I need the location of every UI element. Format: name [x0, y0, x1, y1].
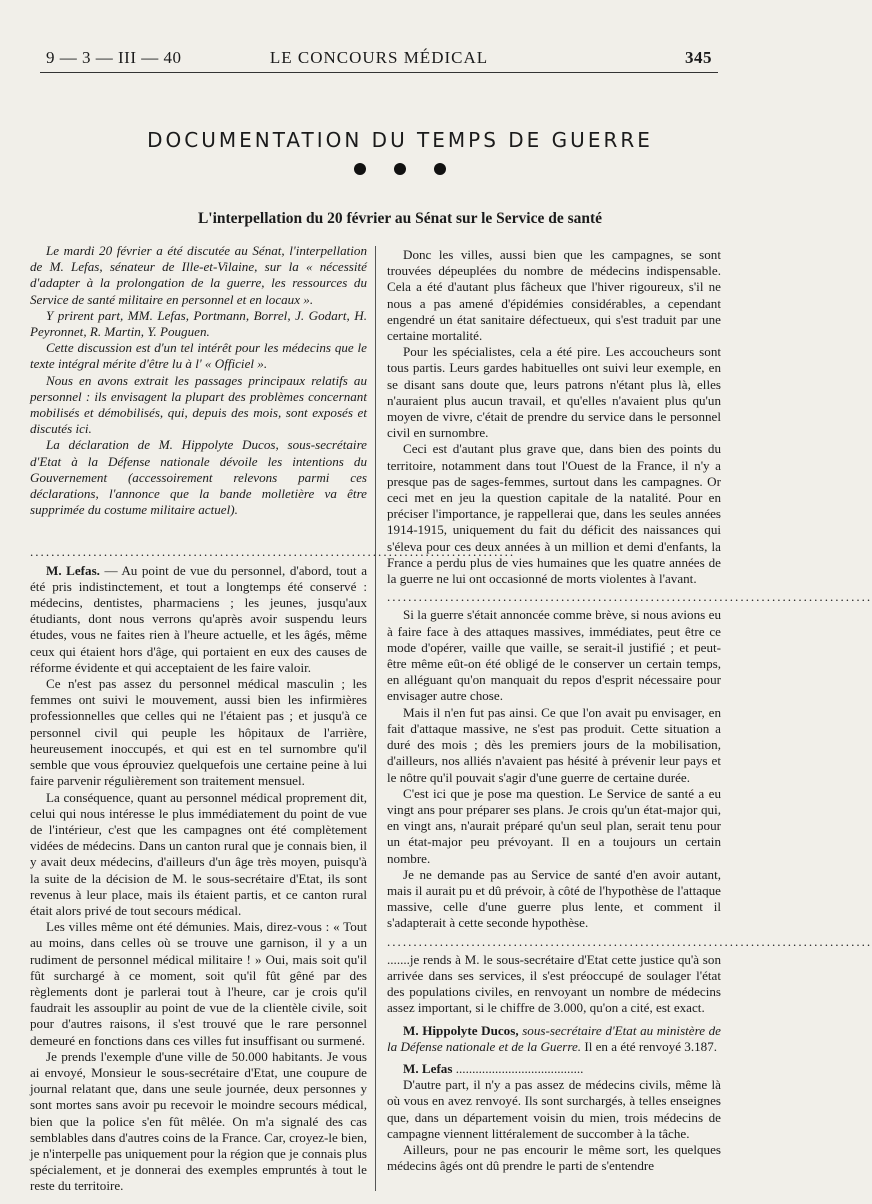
column-divider: [375, 246, 376, 1191]
speaker-name: M. Hippolyte Ducos,: [403, 1022, 519, 1038]
body-paragraph: Pour les spécialistes, cela a été pire. Les accoucheurs sont tous partis. Leurs gardes habituelles ont suivi leur exemple, en se disant sans doute que, leurs patrons n'étant plus là, elles n'auraient plus aucun travail, et qu'elles n'avaient plus qu'un moyen de vivre, c'était de prendre du service dans le personnel civil en surnombre.: [387, 344, 721, 441]
ornament-dots: [0, 160, 800, 179]
paragraph-text: .......................................: [452, 1060, 584, 1076]
body-paragraph: Je ne demande pas au Service de santé d'en avoir autant, mais il aurait pu et dû prévoir, à côté de l'hypothèse de l'attaque massive, celle d'une guerre plus lente, et comment il s'adapterait à cette seconde hypothèse.: [387, 866, 721, 931]
body-paragraph: Les villes même ont été démunies. Mais, direz-vous : « Tout au moins, dans celles où se trouve une garnison, il y a un rudiment de personnel médical militaire ! » Oui, mais soit qu'il fût surchargé à ce moment, soit qu'il fût gêné par des règlements dont je parlerai tout à l'heure, car je crois qu'il faudrait les assouplir au point de vue de la clientèle civile, soit pour d'autres raisons, il s'est trouvé que le rare personnel demeuré en fonctions dans ces villes fut insuffisant ou surmené.: [30, 919, 367, 1048]
body-paragraph: Ceci est d'autant plus grave que, dans bien des points du territoire, notamment dans tout l'Ouest de la France, il n'y a presque pas de sages-femmes, surtout dans les campagnes. Or ceci met en jeu la question capitale de la natalité. Pour en préciser l'importance, je rappellerai que, dans les seules années 1914-1915, uniquement du fait du déficit des naissances qui s'éleva pour ces deux années à un million et demi d'enfants, la France a perdu plus de vies humaines que les quatre années de la guerre ne lui ont occasionné de morts violentes à l'avant.: [387, 441, 721, 587]
ornament-dot: [394, 163, 406, 175]
body-paragraph: C'est ici que je pose ma question. Le Service de santé a eu vingt ans pour préparer ses plans. Je crois qu'un état-major qui, en vingt ans, n'aurait préparé qu'un seul plan, serait tenu pour un état-major peu prévoyant. Il en a toujours un certain nombre.: [387, 785, 721, 866]
running-head: [46, 44, 712, 72]
paragraph-text: — Au point de vue du personnel, d'abord, tout a été pris indistinctement, et tout a longtemps été conservé : médecins, dentistes, pharmaciens ; les jeunes, jusqu'aux étudiants, dont nous verrons qu'après avoir suspendu leurs études, vous ne faites rien à l'heure actuelle, et les âgés, même ceux qui étaient hors d'âge, qui portaient en eux des causes de réforme évidente et qui acceptaient de les faire valoir.: [30, 562, 368, 675]
body-paragraph: .......je rends à M. le sous-secrétaire d'Etat cette justice qu'à son arrivée dans ses services, il s'est préoccupé de soulager l'état des populations civiles, en renvoyant un nombre de médecins assez important, si le chiffre de 3.000, qu'on a cité, est exact.: [387, 951, 721, 1016]
body-paragraph: Donc les villes, aussi bien que les campagnes, se sont trouvées dépeuplées du nombre de médecins indispensable. Cela a été d'autant plus fâcheux que l'hiver rigoureux, s'il ne nous a pas amené d'épidémies considérables, a cependant engendré un état sanitaire défectueux, qui s'est traduit par une certaine mortalité.: [387, 247, 721, 344]
body-paragraph: Si la guerre s'était annoncée comme brève, si nous avions eu à faire face à des attaques massives, immédiates, peut être ce mode d'opérer, vaille que vaille, se serait-il justifié ; et peut-être même eût-on été obligé de le conserver un certain temps, en alléguant qu'on manquait du repos d'esprit nécessaire pour envisager autre chose.: [387, 607, 721, 704]
intro-paragraph: La déclaration de M. Hippolyte Ducos, sous-secrétaire d'Etat à la Défense nationale dévoile les intentions du Gouvernement (accessoirement relevons parmi ces déclarations, l'annonce que la bande molletière va être supprimée du costume militaire actuel).: [30, 437, 367, 518]
ornament-dot: [354, 163, 366, 175]
separator-dots: ............................................................................................: [30, 544, 516, 560]
right-column: [387, 247, 872, 1174]
header-rule: [40, 72, 718, 73]
separator-dots: ............................................................................................: [387, 933, 872, 949]
intro-paragraph: Le mardi 20 février a été discutée au Sénat, l'interpellation de M. Lefas, sénateur de Ille-et-Vilaine, sur la « nécessité d'adapter à la prolongation de la guerre, les ressources du Service de santé militaire en personnel et en locaux ».: [30, 243, 367, 307]
speaker-name: M. Lefas: [403, 1060, 453, 1076]
separator-dots: ............................................................................................: [387, 589, 872, 605]
intro-paragraph: Nous en avons extrait les passages principaux relatifs au personnel : ils envisagent la plupart des problèmes concernant mobilisés et démobilisés, qui, depuis des mois, sont exposés et discutés ici.: [30, 372, 367, 437]
body-paragraph: Je prends l'exemple d'une ville de 50.000 habitants. Je vous ai envoyé, Monsieur le sous-secrétaire d'Etat, une coupure de journal relatant que, dans une seule journée, deux personnes y sont mortes sans avoir pu recevoir le moindre secours médical, bien que la police s'en fût mêlée. On m'a signalé des cas semblables dans d'autres coins de la France. Car, croyez-le bien, je n'interpelle pas uniquement pour la région que je connais plus spécialement, et je donnerai des exemples empruntés à tout le reste du territoire.: [30, 1048, 367, 1194]
body-paragraph: Mais il n'en fut pas ainsi. Ce que l'on avait pu envisager, en fait d'attaque massive, ne s'est pas produit. Cette situation a duré des mois ; dès les premiers jours de la mobilisation, d'ailleurs, nos alliés n'avaient pas hésité à prévenir leur pays et le nôtre qu'il pouvait s'agir d'une guerre de certaine durée.: [387, 704, 721, 785]
speaker-title: sous-secrétaire d'Etat au ministère de la Défense nationale et de la Guerre.: [387, 1022, 721, 1054]
body-paragraph: D'autre part, il n'y a pas assez de médecins civils, même là où vous en avez renvoyé. Ils sont surchargés, à telles enseignes que, dans un département voisin du mien, trois médecins de campagne viennent littéralement de succomber à la tâche.: [387, 1077, 721, 1141]
paragraph-text: Il en a été renvoyé 3.187.: [581, 1038, 718, 1054]
ornament-dot: [434, 163, 446, 175]
body-paragraph: [30, 563, 367, 676]
section-title: DOCUMENTATION DU TEMPS DE GUERRE: [147, 128, 653, 152]
page-number: 345: [685, 48, 712, 67]
journal-title: LE CONCOURS MÉDICAL: [269, 48, 489, 67]
intro-paragraph: Y prirent part, MM. Lefas, Portmann, Borrel, J. Godart, H. Peyronnet, R. Martin, Y. Pouguen.: [30, 307, 367, 340]
body-paragraph: [387, 1061, 721, 1077]
body-paragraph: Ce n'est pas assez du personnel médical masculin ; les femmes ont suivi le mouvement, aussi bien les infirmières professionnelles que celles qui ne l'étaient pas ; et jusqu'à ce personnel civil qui peuple les hôpitaux de l'arrière, heureusement inoccupés, et qui est en tel surnombre qu'il semble que vous éprouviez quelquefois une certaine peine à lui faire parvenir régulièrement son traitement mensuel.: [30, 676, 367, 789]
body-paragraph: Ailleurs, pour ne pas encourir le même sort, les quelques médecins âgés ont dû prendre le parti de s'entendre: [387, 1141, 721, 1174]
article-title: L'interpellation du 20 février au Sénat sur le Service de santé: [197, 210, 603, 227]
speaker-name: M. Lefas.: [46, 562, 100, 578]
issue-date: 9 — 3 — III — 40: [46, 48, 182, 67]
intro-block: [30, 243, 367, 518]
body-paragraph: La conséquence, quant au personnel médical proprement dit, celui qui nous intéresse le plus immédiatement du point de vue de l'intérieur, c'est que les campagnes ont été complètement vidées de médecins. Dans un canton rural que je connais bien, il y avait deux médecins, d'ailleurs d'un âge très moyen, puisqu'à la suite de la décision de M. le sous-secrétaire d'Etat, ils sont revenus à leur place, mais ils étaient partis, et ce canton rural était alors privé de tout secours médical.: [30, 789, 367, 918]
intro-paragraph: Cette discussion est d'un tel intérêt pour les médecins que le texte intégral mérite d'être lu à l' « Officiel ».: [30, 340, 367, 372]
left-column: [30, 243, 516, 1195]
body-paragraph: [387, 1023, 721, 1055]
